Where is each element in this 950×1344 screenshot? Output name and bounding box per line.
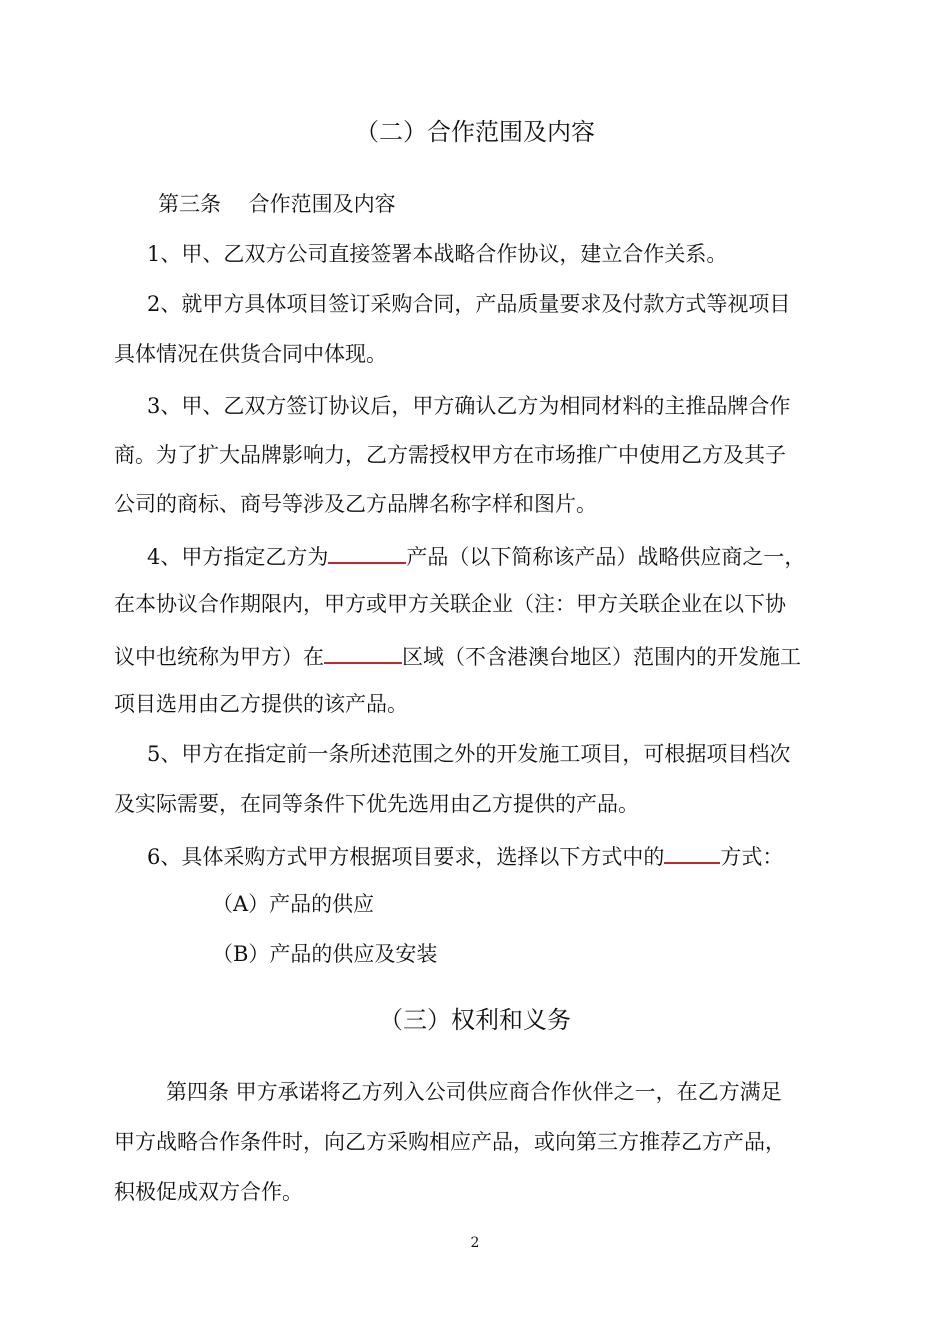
clause-4-line-3-start: 议中也统称为甲方）在	[114, 645, 324, 669]
clause-4-line-1-end: 产品（以下简称该产品）战略供应商之一，	[406, 545, 806, 569]
method-blank-field[interactable]	[664, 840, 720, 864]
clause-4-line-3	[114, 640, 801, 671]
region-blank-field[interactable]	[324, 640, 402, 664]
clause-1: 1、甲、乙双方公司直接签署本战略合作协议，建立合作关系。	[147, 242, 728, 266]
clause-4-line-1	[147, 540, 805, 571]
clause-3-line-2: 商。为了扩大品牌影响力，乙方需授权甲方在市场推广中使用乙方及其子	[114, 443, 786, 467]
clause-4-line-3-end: 区域（不含港澳台地区）范围内的开发施工	[402, 645, 801, 669]
option-a: （A）产品的供应	[212, 892, 375, 916]
article-3-title: 第三条 合作范围及内容	[158, 192, 396, 216]
clause-6-end: 方式：	[720, 845, 784, 869]
clause-4-line-4: 项目选用由乙方提供的该产品。	[114, 692, 408, 716]
clause-6	[147, 840, 783, 871]
article-4-line-3: 积极促成双方合作。	[114, 1180, 303, 1204]
section-heading-scope: （二）合作范围及内容	[355, 118, 595, 146]
clause-4-line-1-start: 4、甲方指定乙方为	[147, 545, 329, 569]
option-b: （B）产品的供应及安装	[212, 942, 438, 966]
clause-2-line-2: 具体情况在供货合同中体现。	[114, 342, 387, 366]
clause-3-line-3: 公司的商标、商号等涉及乙方品牌名称字样和图片。	[114, 492, 597, 516]
section-heading-rights: （三）权利和义务	[379, 1006, 571, 1034]
article-4-line-2: 甲方战略合作条件时，向乙方采购相应产品，或向第三方推荐乙方产品，	[114, 1130, 786, 1154]
clause-6-start: 6、具体采购方式甲方根据项目要求，选择以下方式中的	[147, 845, 665, 869]
clause-2-line-1: 2、就甲方具体项目签订采购合同，产品质量要求及付款方式等视项目	[147, 292, 791, 316]
clause-3-line-1: 3、甲、乙双方签订协议后，甲方确认乙方为相同材料的主推品牌合作	[147, 394, 791, 418]
clause-5-line-1: 5、甲方在指定前一条所述范围之外的开发施工项目，可根据项目档次	[147, 742, 791, 766]
product-blank-field[interactable]	[328, 540, 406, 564]
clause-5-line-2: 及实际需要，在同等条件下优先选用由乙方提供的产品。	[114, 792, 639, 816]
page-number: 2	[470, 1235, 480, 1251]
clause-4-line-2: 在本协议合作期限内，甲方或甲方关联企业（注：甲方关联企业在以下协	[114, 592, 786, 616]
article-4-line-1: 第四条 甲方承诺将乙方列入公司供应商合作伙伴之一，在乙方满足	[166, 1080, 782, 1104]
